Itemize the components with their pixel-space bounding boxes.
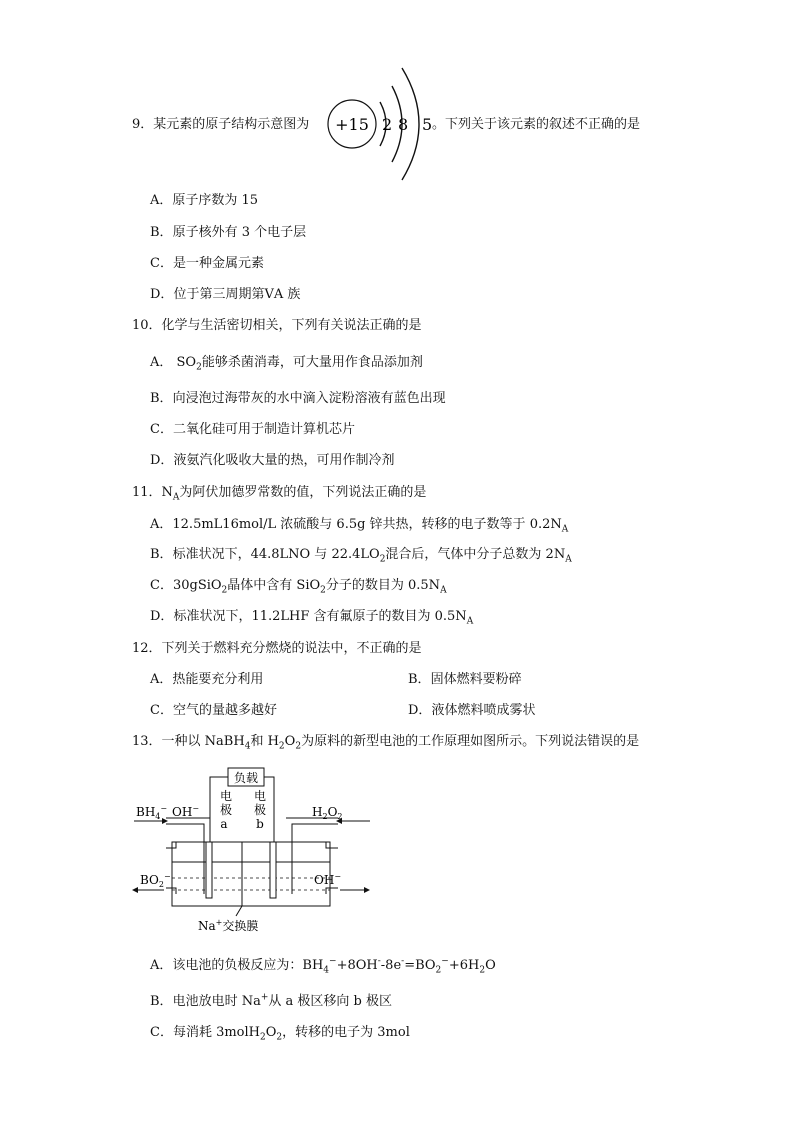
q12-option-b: B．固体燃料要粉碎 — [408, 672, 522, 687]
shell-electrons-2: 8 — [398, 115, 409, 134]
tank — [172, 842, 330, 906]
q10-option-b: B．向浸泡过海带灰的水中滴入淀粉溶液有蓝色出现 — [150, 391, 446, 406]
q13-stem: 13．一种以 NaBH$_4$和 $H_2O_2$为原料的新型电池的工作原理如图所示。下列说法错误的是 — [132, 734, 640, 752]
q11-stem: 11．$N_A$为阿伏加德罗常数的值，下列说法正确的是 — [132, 485, 427, 503]
battery-cell-diagram — [132, 762, 372, 934]
q9-option-d: D．位于第三周期第ⅤA 族 — [150, 287, 301, 302]
arrow-in-left-head — [162, 818, 168, 824]
q10-option-a: A． $SO_2$能够杀菌消毒，可大量用作食品添加剂 — [150, 355, 423, 373]
shell-electrons-1: 2 — [382, 115, 393, 134]
electrode-b-label-2: 极 — [253, 803, 267, 817]
electrode-a-label-2: 极 — [219, 803, 233, 817]
q11-option-a: A．12.5mL16mol/L 浓硫酸与 6.5g 锌共热，转移的电子数等于 $0.2N_A$ — [150, 517, 569, 535]
q10-option-c: C．二氧化硅可用于制造计算机芯片 — [150, 422, 355, 437]
q12-option-c: C．空气的量越多越好 — [150, 703, 277, 718]
q9-option-c: C．是一种金属元素 — [150, 256, 264, 271]
q9-stem-after: 。下列关于该元素的叙述不正确的是 — [432, 117, 641, 132]
oh-right-label: OH− — [314, 872, 342, 887]
q13-option-c: C．每消耗 $3molH_2O_2$，转移的电子为 3mol — [150, 1025, 410, 1043]
inlet-pipe-left — [166, 818, 210, 894]
q9-option-b: B．原子核外有 3 个电子层 — [150, 225, 307, 240]
q12-option-a: A．热能要充分利用 — [150, 672, 264, 687]
q12-option-d: D．液体燃料喷成雾状 — [408, 703, 536, 718]
q9-stem — [132, 116, 309, 134]
bh4-label: $BH_4^-$ — [136, 804, 168, 821]
side-taps-top — [166, 842, 338, 848]
atom-structure-diagram — [320, 62, 440, 182]
membrane-label: Na+交换膜 — [198, 918, 259, 933]
q11-option-b: B．标准状况下，44.8LNO 与 $22.4LO_2$混合后，气体中分子总数为 $2N_A$ — [150, 547, 572, 565]
q13-option-a: A．该电池的负极反应为：$BH_4^-+8OH^--8e^-=BO_2^-+6H_2O$ — [150, 956, 496, 976]
arrow-out-left-head — [132, 887, 138, 893]
question-number: 9． — [132, 117, 154, 132]
electrode-a-label-1: 电 — [219, 789, 233, 803]
side-taps-bottom — [166, 888, 338, 894]
arrow-out-right-head — [364, 887, 370, 893]
q11-option-d: D．标准状况下，11.2LHF 含有氟原子的数目为 $0.5N_A$ — [150, 609, 474, 627]
h2o2-label: $H_2O_2$ — [312, 805, 343, 821]
q11-option-c: C．30gSiO$_2$晶体中含有 SiO$_2$分子的数目为 $0.5N_A$ — [150, 578, 447, 596]
load-label: 负载 — [233, 771, 259, 785]
shell-electrons-3: 5 — [422, 115, 433, 134]
q9-option-a: A．原子序数为 15 — [150, 193, 259, 208]
electrode-b-label-3: b — [256, 817, 264, 831]
electrode-a — [206, 842, 212, 898]
nucleus-charge: +15 — [335, 115, 369, 134]
q12-stem: 12．下列关于燃料充分燃烧的说法中，不正确的是 — [132, 641, 422, 656]
electrode-b-label-1: 电 — [253, 789, 267, 803]
q9-stem-before: 某元素的原子结构示意图为 — [153, 117, 310, 132]
q10-option-d: D．液氨汽化吸收大量的热，可用作制冷剂 — [150, 453, 395, 468]
oh-left-label: OH− — [172, 804, 200, 819]
electrode-b — [270, 842, 276, 898]
q13-option-b: B．电池放电时 Na+从 a 极区移向 b 极区 — [150, 992, 392, 1009]
q10-stem: 10．化学与生活密切相关，下列有关说法正确的是 — [132, 318, 422, 333]
bo2-label: $BO_2^-$ — [140, 872, 171, 889]
electrode-a-label-3: a — [220, 817, 228, 831]
membrane-pointer — [236, 906, 242, 916]
